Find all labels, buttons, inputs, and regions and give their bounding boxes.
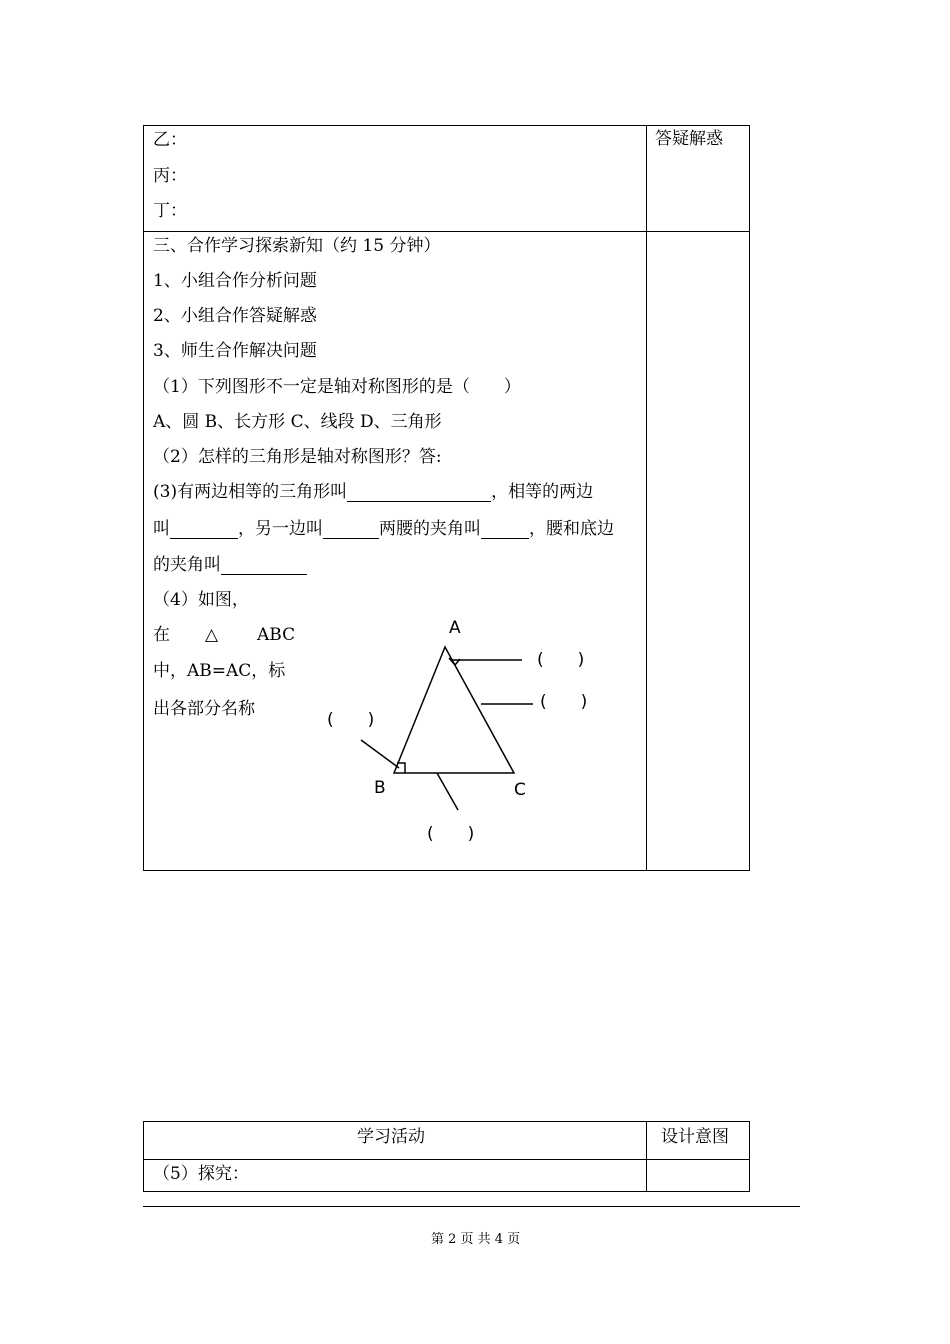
vertex-label-c: C xyxy=(514,780,526,800)
table2-border-top xyxy=(143,1121,750,1122)
table2-column-divider xyxy=(646,1121,647,1192)
table2-header-activities: 学习活动 xyxy=(357,1127,425,1147)
footer-rule xyxy=(143,1206,800,1207)
row-ding: 丁： xyxy=(153,201,187,221)
pointer-line-base-angle xyxy=(361,740,399,768)
q3-text-d: ，另一边叫 xyxy=(238,519,323,539)
q3-text-f: ，腰和底边 xyxy=(529,519,614,539)
table2-border-left xyxy=(143,1121,144,1192)
vertex-angle-marker xyxy=(449,658,460,665)
section-title: 三、合作学习探索新知（约 15 分钟） xyxy=(153,236,441,256)
answer-paren-base[interactable]: ( ) xyxy=(427,824,475,844)
triangle-abc xyxy=(394,647,514,773)
pointer-line-base xyxy=(437,773,458,810)
q3-text-e: 两腰的夹角叫 xyxy=(379,519,481,539)
table2-border-bottom xyxy=(143,1191,750,1192)
question-4-title: （4）如图， xyxy=(153,590,249,610)
question-4-line-1c: ABC xyxy=(257,625,296,645)
question-2: （2）怎样的三角形是轴对称图形？答: xyxy=(153,447,442,467)
page-number: 第 2 页 共 4 页 xyxy=(431,1232,521,1247)
answer-paren-base-angle[interactable]: ( ) xyxy=(327,710,375,730)
vertex-label-a: A xyxy=(449,618,461,638)
step-3: 3、师生合作解决问题 xyxy=(153,341,317,361)
answer-paren-vertex-angle[interactable]: ( ) xyxy=(537,650,585,670)
q3-text-b: ，相等的两边 xyxy=(491,482,594,502)
vertex-label-b: B xyxy=(374,778,386,798)
q3-text-a: (3)有两边相等的三角形叫 xyxy=(153,482,348,502)
table2-row-divider xyxy=(143,1159,750,1160)
q3-text-g: 的夹角叫 xyxy=(153,555,221,575)
question-1-options: A、圆 B、长方形 C、线段 D、三角形 xyxy=(153,412,442,432)
row-bing: 丙： xyxy=(153,166,187,186)
question-4-line-1b: △ xyxy=(205,625,219,645)
table2-border-right xyxy=(749,1121,750,1192)
question-4-line-3: 出各部分名称 xyxy=(153,699,255,719)
q3-text-c: 叫 xyxy=(153,519,170,539)
row-yi: 乙： xyxy=(153,130,187,150)
table2-header-design-intent: 设计意图 xyxy=(661,1127,729,1147)
answer-doubts-header: 答疑解惑 xyxy=(655,129,723,149)
answer-paren-leg[interactable]: ( ) xyxy=(540,692,588,712)
step-2: 2、小组合作答疑解惑 xyxy=(153,306,317,326)
question-4-line-1a: 在 xyxy=(153,625,170,645)
question-1: （1）下列图形不一定是轴对称图形的是（ ） xyxy=(153,377,521,397)
step-1: 1、小组合作分析问题 xyxy=(153,271,317,291)
question-4-line-2: 中，AB=AC，标 xyxy=(153,661,286,681)
table2-row-explore: （5）探究： xyxy=(153,1164,249,1184)
